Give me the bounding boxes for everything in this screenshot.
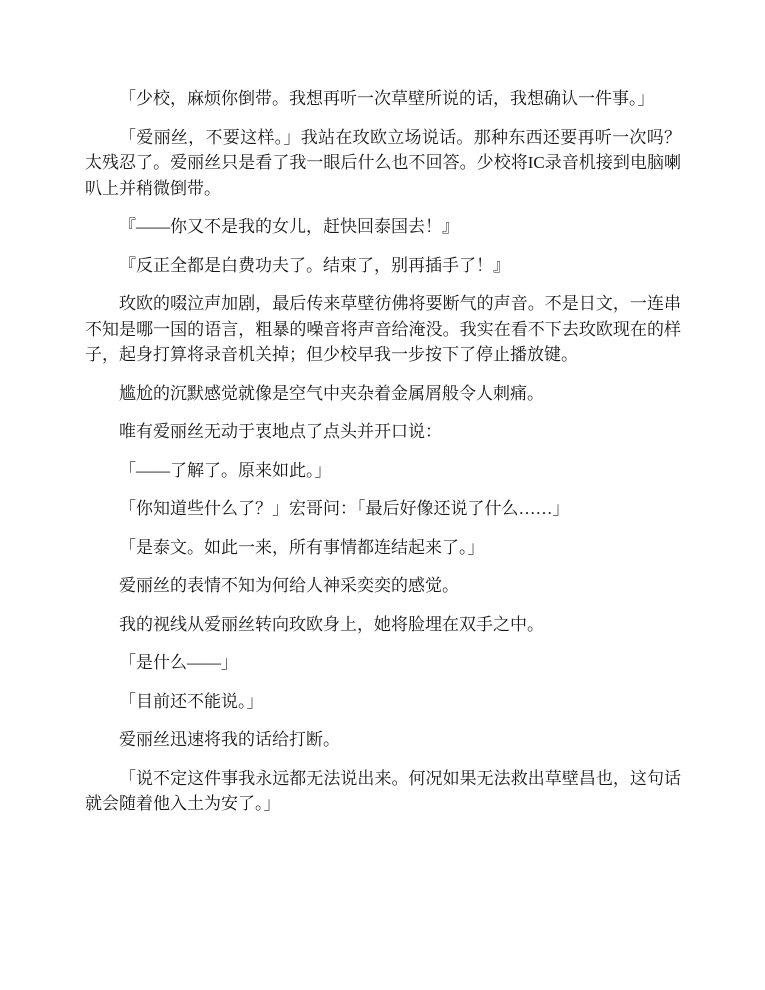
paragraph: 尴尬的沉默感觉就像是空气中夹杂着金属屑般令人刺痛。 xyxy=(119,383,544,403)
paragraph: 「是什么——」 xyxy=(119,653,238,672)
paragraph: 「爱丽丝，不要这样。」我站在玫欧立场说话。那种东西还要再听一次吗？太残忍了。爱丽丝只是看了我一眼后什么也不回答。少校将IC录音机接到电脑喇叭上并稍微倒带。 xyxy=(85,127,681,198)
paragraph: 「目前还不能说。」 xyxy=(119,691,264,711)
page-content xyxy=(85,86,681,830)
paragraph: 『反正全都是白费功夫了。结束了，别再插手了！』 xyxy=(119,255,510,275)
paragraph: 爱丽丝的表情不知为何给人神采奕奕的感觉。 xyxy=(119,576,459,595)
paragraph: 「——了解了。原来如此。」 xyxy=(119,460,332,480)
paragraph: 「少校，麻烦你倒带。我想再听一次草壁所说的话，我想确认一件事。」 xyxy=(119,89,655,108)
paragraph: 我的视线从爱丽丝转向玫欧身上，她将脸埋在双手之中。 xyxy=(119,614,544,634)
paragraph: 「你知道些什么了？」宏哥问：「最后好像还说了什么……」 xyxy=(119,499,570,518)
paragraph: 『——你又不是我的女儿，赶快回泰国去！』 xyxy=(119,217,459,236)
paragraph: 「说不定这件事我永远都无法说出来。何况如果无法救出草壁昌也，这句话就会随着他入土为安了。」 xyxy=(85,768,681,813)
paragraph: 「是泰文。如此一来，所有事情都连结起来了。」 xyxy=(119,537,485,557)
paragraph: 爱丽丝迅速将我的话给打断。 xyxy=(119,730,340,749)
paragraph: 玫欧的啜泣声加剧，最后传来草壁彷佛将要断气的声音。不是日文，一连串不知是哪一国的语言，粗暴的噪音将声音给淹没。我实在看不下去玫欧现在的样子，起身打算将录音机关掉；但少校早我一步按下了停止播放键。 xyxy=(85,294,681,364)
paragraph: 唯有爱丽丝无动于衷地点了点头并开口说： xyxy=(119,422,442,441)
